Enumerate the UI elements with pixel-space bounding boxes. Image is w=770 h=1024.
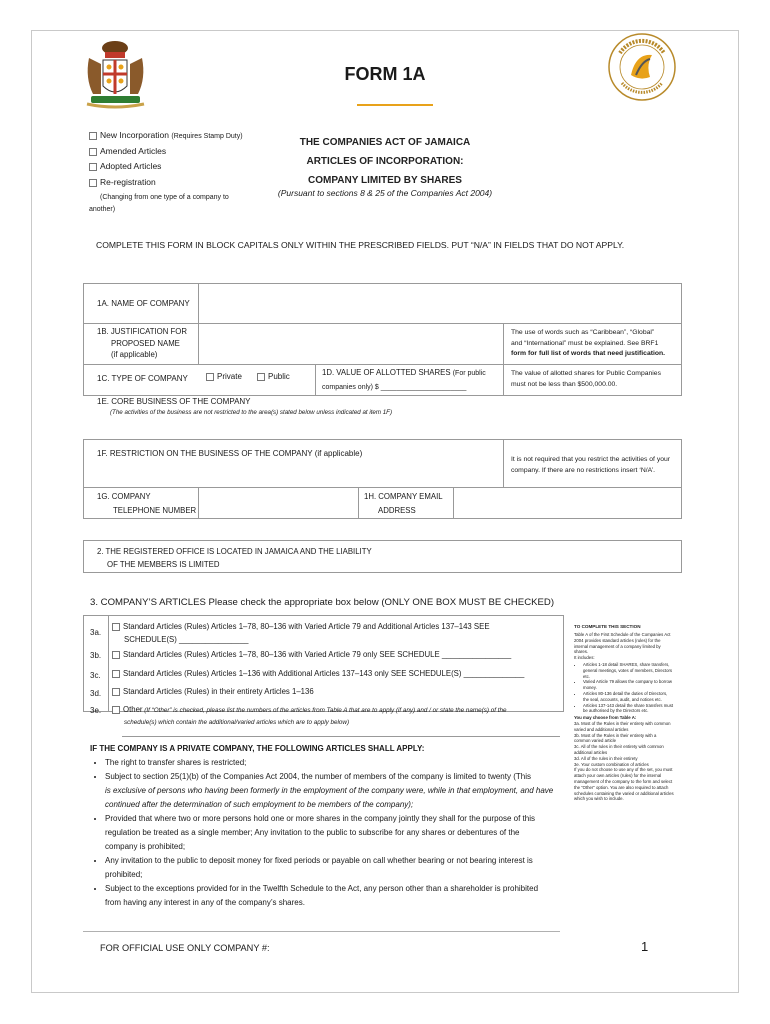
rule-deposits: • Any invitation to the public to deposit money for fixed periods or payable on call whether bearing or not bearing interest is prohibited; (105, 854, 563, 882)
justification-label: 1B. JUSTIFICATION FOR PROPOSED NAME (if applicable) (97, 327, 187, 360)
article-3b-checkbox[interactable] (112, 651, 120, 659)
article-3b-label: 3b. (90, 651, 102, 660)
company-name-label: 1A. NAME OF COMPANY (97, 299, 190, 308)
option-adopted-articles[interactable]: Adopted Articles (89, 160, 161, 172)
official-use-label: FOR OFFICIAL USE ONLY COMPANY #: (100, 943, 270, 953)
justification-note: The use of words such as “Caribbean”, “Global” and “International” must be explained. See BRF1 form for full list of words that need justification. (511, 329, 666, 358)
justification-input[interactable] (200, 325, 501, 363)
article-3a-option[interactable]: Standard Articles (Rules) Articles 1–78, 80–136 with Varied Article 79 and Additional Articles 137–143 SEE SCHEDULE(S) ________________ (112, 620, 490, 647)
type-public-checkbox[interactable] (257, 373, 265, 381)
article-3c-option[interactable]: Standard Articles (Rules) Articles 1–136 with Additional Articles 137–143 only SEE SCHEDULE(S) ______________ (112, 669, 524, 678)
title-underline (357, 104, 433, 106)
adopted-articles-checkbox[interactable] (89, 163, 97, 171)
email-label: 1H. COMPANY EMAIL ADDRESS (364, 492, 443, 515)
core-business-note: (The activities of the business are not restricted to the area(s) stated below unless indicated at item 1F) (110, 409, 393, 416)
article-3b-option[interactable]: Standard Articles (Rules) Articles 1–78, 80–136 with Varied Article 79 only SEE SCHEDULE ________________ (112, 650, 511, 659)
core-business-input[interactable] (83, 419, 682, 439)
rule-interest: • Subject to the exceptions provided for in the Twelfth Schedule to the Act, any person other than a shareholder is prohibited from having any interest in any of the company’s shares. (105, 882, 563, 910)
registered-office-statement: 2. THE REGISTERED OFFICE IS LOCATED IN JAMAICA AND THE LIABILITY OF THE MEMBERS IS LIMITED (97, 547, 372, 570)
core-business-label: 1E. CORE BUSINESS OF THE COMPANY (97, 397, 251, 406)
article-3e-label: 3e. (90, 706, 102, 715)
article-3d-checkbox[interactable] (112, 688, 120, 696)
phone-label: 1G. COMPANY TELEPHONE NUMBER (97, 492, 197, 515)
article-3e-checkbox[interactable] (112, 706, 120, 714)
phone-input[interactable] (200, 489, 356, 517)
amended-articles-checkbox[interactable] (89, 148, 97, 156)
option-re-registration[interactable]: Re-registration (89, 176, 156, 188)
page-number: 1 (641, 939, 649, 954)
articles-heading: 3. COMPANY’S ARTICLES Please check the appropriate box below (ONLY ONE BOX MUST BE CHECKED) (90, 597, 555, 608)
article-3a-checkbox[interactable] (112, 623, 120, 631)
article-3d-option[interactable]: Standard Articles (Rules) in their entirety Articles 1–136 (112, 687, 314, 696)
official-company-number-field[interactable] (290, 940, 530, 954)
article-3a-label: 3a. (90, 628, 102, 637)
act-pursuant-note: (Pursuant to sections 8 & 25 of the Companies Act 2004) (277, 188, 493, 198)
new-incorporation-checkbox[interactable] (89, 132, 97, 140)
form-instruction: COMPLETE THIS FORM IN BLOCK CAPITALS ONLY WITHIN THE PRESCRIBED FIELDS. PUT “N/A” IN FIELDS THAT DO NOT APPLY. (96, 240, 625, 250)
company-name-input[interactable] (200, 285, 680, 321)
allotted-shares-input[interactable]: companies only) $ ______________________ (322, 383, 467, 391)
article-3c-label: 3c. (90, 671, 101, 680)
allotted-shares-note: The value of allotted shares for Public Companies must not be less than $500,000.00. (511, 370, 661, 388)
side-note: TO COMPLETE THIS SECTION Table A of the First Schedule of the Companies Act 2004 provides standard articles (rules) for the internal management of a company limited by shares. It includes: • Articles 1-18 detail SHARES, share transfers, general meetings, votes of members, Directors etc. • Varied Article 79 allows the company to borrow money. • Articles 80-136 detail the duties of Directors, the seal, accounts, audit, and notices etc. • Articles 137-143 detail the share transfers must be authorised by the Directors etc. You may choose from Table A: 3a. Most of the Rules in their entirety with common varied and additional articles 3b. Most of the Rules in their entirety with a common varied article 3c. All of the rules in their entirety with common additional articles 3d. All of the rules in their entirety 3e. Your custom combination of articles If you do not choose to use any of the set, you must attach your own articles (rules) for the internal management of the company to the form and select the “Other” option. You are also required to attach schedules containing the varied or additional articles which you wish to include. (574, 624, 674, 802)
private-company-heading: IF THE COMPANY IS A PRIVATE COMPANY, THE FOLLOWING ARTICLES SHALL APPLY: (90, 744, 425, 753)
email-input[interactable] (455, 489, 680, 517)
type-private-checkbox[interactable] (206, 373, 214, 381)
form-title: FORM 1A (344, 64, 426, 84)
coat-of-arms-icon (83, 38, 148, 110)
article-3c-checkbox[interactable] (112, 670, 120, 678)
article-3d-label: 3d. (90, 689, 102, 698)
re-registration-note: (Changing from one type of a company to another) (89, 194, 229, 214)
rule-members: • Subject to section 25(1)(b) of the Companies Act 2004, the number of members of the company is limited to twenty (This is exclusive of persons who having been formerly in the employment of the company were, while in that employment, and have continued after the determination of such employment to be members of the company); (105, 770, 563, 812)
type-private-option[interactable]: Private (206, 372, 242, 381)
restriction-note: It is not required that you restrict the activities of your company. If there are no restrictions insert ‘N/A’. (511, 456, 671, 474)
companies-office-seal-icon (606, 31, 678, 103)
rule-joint-holders: • Provided that where two or more persons hold one or more shares in the company jointly they shall for the purpose of this regulation be treated as a single member; Any invitation to the public to subscribe for any shares or debentures of the company is prohibited; (105, 812, 563, 854)
option-amended-articles[interactable]: Amended Articles (89, 145, 166, 157)
allotted-shares-label: 1D. VALUE OF ALLOTTED SHARES (For public companies only) $ ______________________ (322, 366, 486, 394)
type-public-option[interactable]: Public (257, 372, 290, 381)
act-heading: THE COMPANIES ACT OF JAMAICA ARTICLES OF INCORPORATION: COMPANY LIMITED BY SHARES (299, 137, 471, 186)
private-company-rules (93, 756, 563, 910)
rule-transfer: • The right to transfer shares is restricted; (105, 756, 563, 770)
re-registration-checkbox[interactable] (89, 179, 97, 187)
option-new-incorporation[interactable]: New Incorporation (Requires Stamp Duty) (89, 129, 243, 142)
article-3e-option[interactable]: Other (If “Other” is checked, please list the numbers of the articles from Table A that are to apply (if any) and / or state the name(s) of the schedule(s) which contain the additional/varied articles which are to apply below) (112, 703, 560, 729)
company-type-label: 1C. TYPE OF COMPANY (97, 374, 188, 383)
restriction-label: 1F. RESTRICTION ON THE BUSINESS OF THE COMPANY (if applicable) (97, 449, 363, 458)
